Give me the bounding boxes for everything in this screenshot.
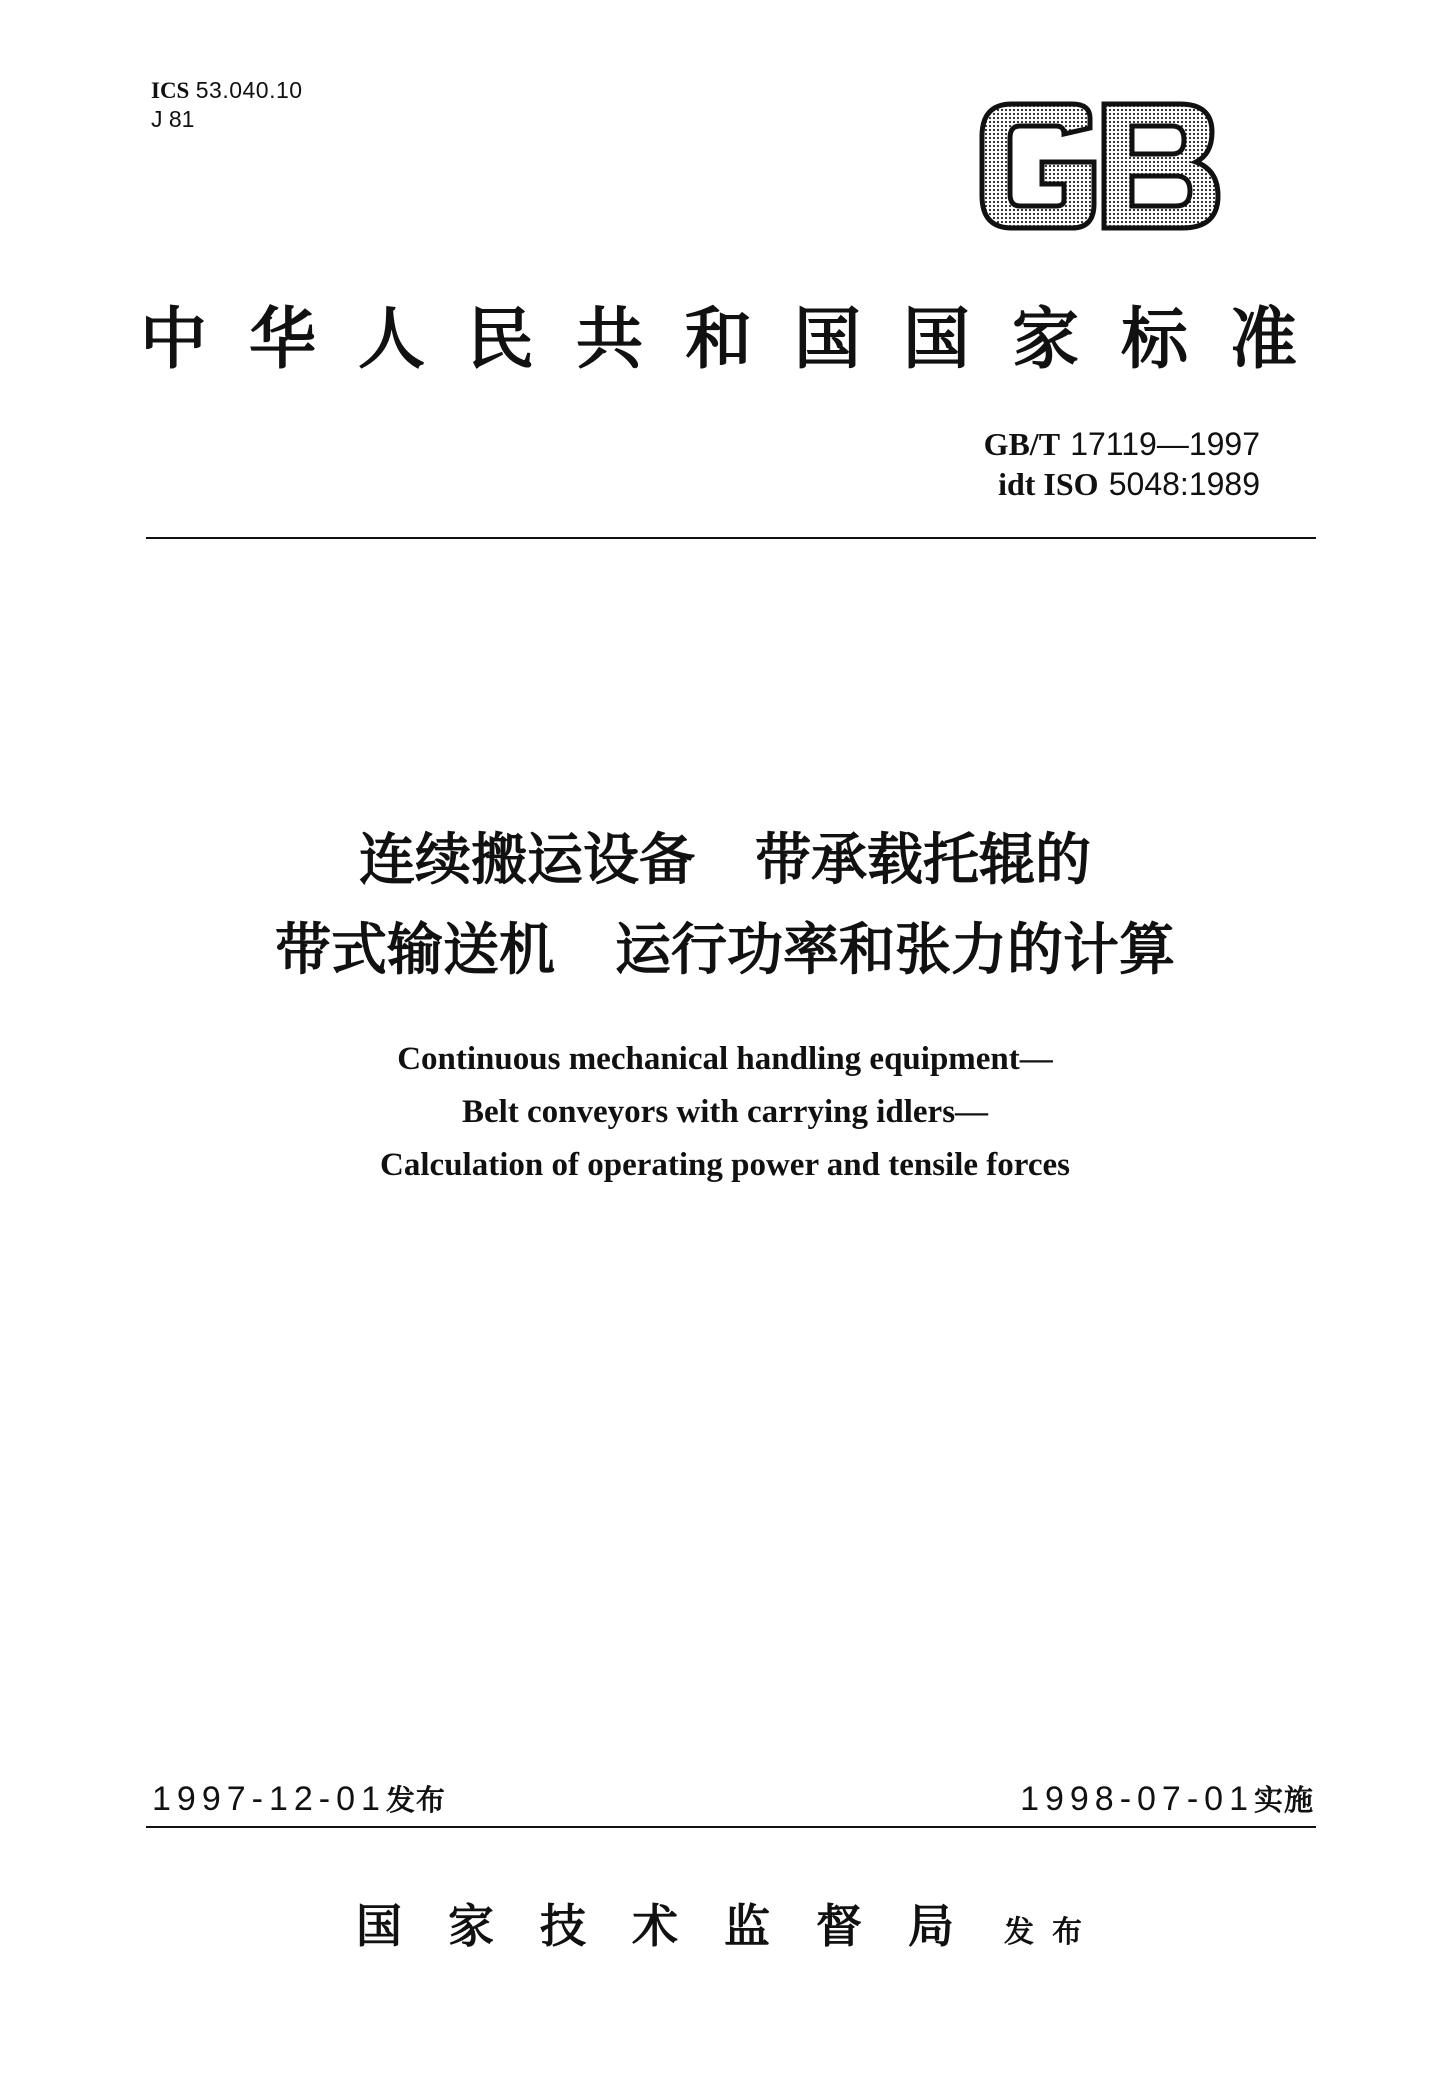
release-date <box>152 1778 446 1819</box>
national-standard-heading: 中华人民共和国国家标准 <box>140 299 1339 378</box>
implementation-date-value: 1998-07-01 <box>1020 1780 1254 1818</box>
chinese-title-line-2-part-1: 带式输送机 <box>275 918 555 983</box>
chinese-title-line-2-part-2: 运行功率和张力的计算 <box>615 918 1175 983</box>
issuer-name: 国家技术监督局 <box>356 1899 1000 1953</box>
chinese-title-line-1-part-2: 带承载托辊的 <box>755 828 1091 893</box>
header-divider <box>146 537 1316 539</box>
implementation-date <box>1020 1778 1314 1819</box>
release-label: 发布 <box>385 1783 446 1817</box>
english-title <box>125 1033 1325 1192</box>
classification-block <box>151 76 303 134</box>
adoption-prefix: idt ISO <box>998 466 1099 502</box>
standard-number-value: 17119—1997 <box>1070 426 1260 462</box>
english-title-line-2: Belt conveyors with carrying idlers— <box>461 1094 989 1130</box>
english-title-line-1: Continuous mechanical handling equipment— <box>397 1041 1053 1077</box>
ics-label: ICS <box>151 78 190 103</box>
standard-number-block <box>860 424 1260 504</box>
adoption-reference <box>860 464 1260 504</box>
chinese-title-line-1 <box>100 816 1350 896</box>
ccs-code: J 81 <box>151 106 195 132</box>
chinese-title-line-1-part-1: 连续搬运设备 <box>359 828 695 893</box>
release-date-value: 1997-12-01 <box>152 1780 386 1818</box>
gb-logo <box>972 96 1227 236</box>
implementation-label: 实施 <box>1253 1783 1314 1817</box>
english-title-line-3: Calculation of operating power and tensile forces <box>380 1147 1070 1183</box>
standard-number-prefix: GB/T <box>983 426 1061 462</box>
standard-number <box>860 424 1260 464</box>
issuer-label: 发布 <box>1004 1915 1100 1950</box>
issuer-line <box>356 1890 1100 1956</box>
gb-logo-graphic <box>972 96 1227 236</box>
footer-divider <box>146 1826 1316 1828</box>
chinese-title-line-2 <box>100 906 1350 986</box>
ics-line <box>151 76 303 105</box>
adoption-value: 5048:1989 <box>1108 466 1260 502</box>
ics-code: 53.040.10 <box>195 77 303 103</box>
